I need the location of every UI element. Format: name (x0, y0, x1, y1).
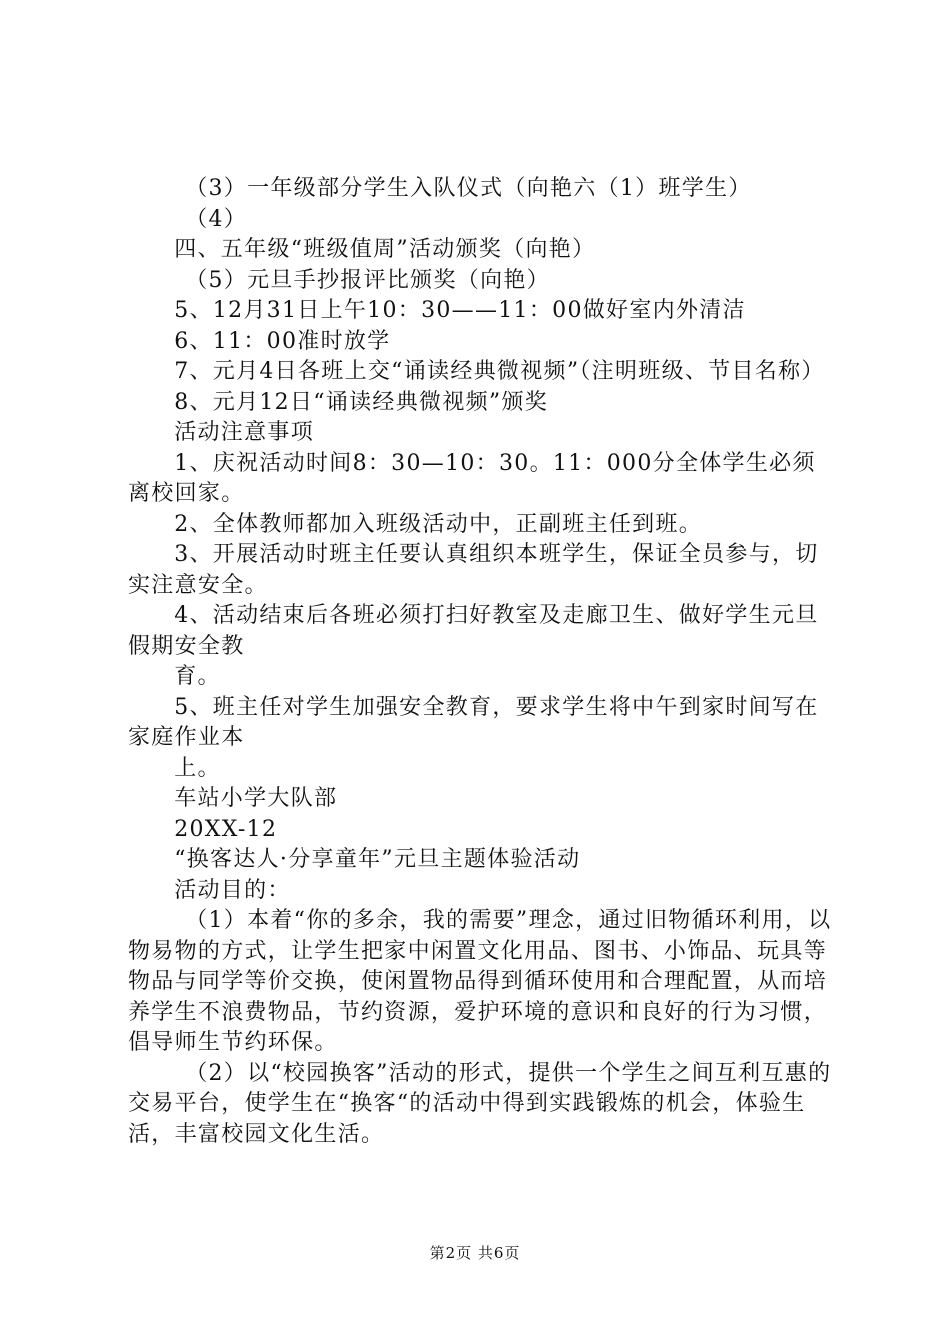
paragraph-line: 6、11：00准时放学 (174, 328, 391, 354)
document-body (128, 174, 833, 1150)
paragraph-line: 育。 (174, 664, 221, 689)
activity-title: “换客达人·分享童年”元旦主题体验活动 (174, 847, 581, 872)
paragraph-line: 5、班主任对学生加强安全教育，要求学生将中午到家时间写在家庭作业本 (128, 694, 819, 750)
paragraph-line: 2、全体教师都加入班级活动中，正副班主任到班。 (174, 511, 703, 537)
page-number-footer: 第2页 共6页 (429, 1244, 521, 1262)
paragraph-line: （3）一年级部分学生入队仪式（向艳六（1）班学生） (185, 176, 752, 201)
section-heading: 活动目的： (174, 877, 291, 903)
paragraph-line: 7、元月4日各班上交“诵读经典微视频”（注明班级、节目名称） (174, 359, 825, 384)
paragraph-line: 上。 (174, 755, 221, 781)
paragraph-line: 3、开展活动时班主任要认真组织本班学生，保证全员参与，切实注意安全。 (128, 542, 819, 598)
paragraph-line: （2）以“校园换客”活动的形式，提供一个学生之间互利互惠的交易平台，使学生在“换客“的活动中得到实践锻炼的机会，体验生活，丰富校园文化生活。 (128, 1060, 832, 1147)
paragraph-line: 4、活动结束后各班必须打扫好教室及走廊卫生、做好学生元旦假期安全教 (128, 603, 819, 659)
paragraph-line: 8、元月12日“诵读经典微视频”颁奖 (174, 389, 549, 415)
signature-org: 车站小学大队部 (174, 786, 338, 811)
paragraph-line: （5）元旦手抄报评比颁奖（向艳） (185, 267, 550, 293)
paragraph-line: （4） (185, 206, 248, 232)
signature-date: 20XX-12 (174, 816, 278, 842)
paragraph-line: 四、五年级“班级值周”活动颁奖（向艳） (174, 237, 596, 262)
paragraph-line: 1、庆祝活动时间8：30—10：30。11：000分全体学生必须离校回家。 (128, 450, 816, 506)
paragraph-line: 5、12月31日上午10：30——11：00做好室内外清洁 (174, 298, 746, 323)
paragraph-line: （1）本着“你的多余，我的需要”理念，通过旧物循环利用，以物易物的方式，让学生把家中闲置文化用品、图书、小饰品、玩具等物品与同学等价交换，使闲置物品得到循环使用和合理配置，从而培养学生不浪费物品，节约资源，爱护环境的意识和良好的行为习惯，倡导师生节约环保。 (128, 908, 832, 1055)
section-heading: 活动注意事项 (174, 420, 314, 445)
